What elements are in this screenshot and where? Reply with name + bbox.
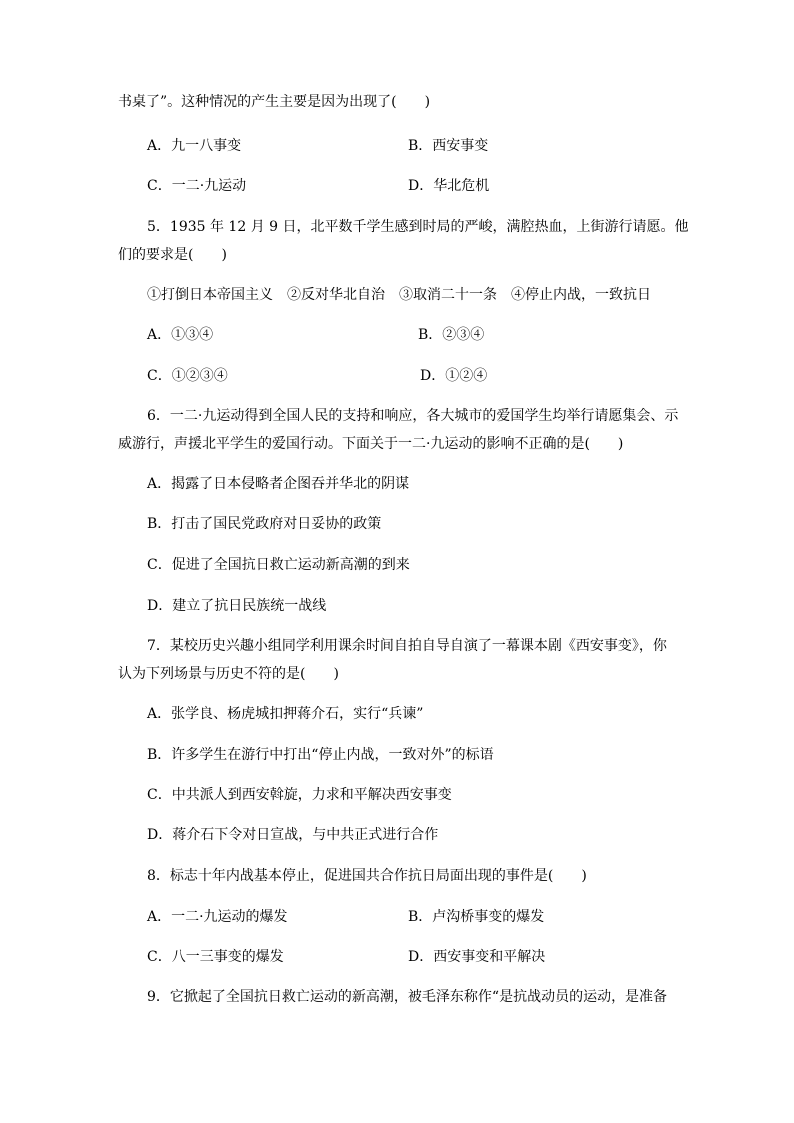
q7-option-c: C．中共派人到西安斡旋，力求和平解决西安事变 [147, 787, 452, 803]
question-6-stem-line1: 6．一二·九运动得到全国人民的支持和响应，各大城市的爱国学生均举行请愿集会、示 [147, 408, 679, 424]
q6-option-b: B．打击了国民党政府对日妥协的政策 [147, 516, 382, 532]
q5-option-c: C．①②③④ [147, 368, 228, 384]
q5-option-d: D．①②④ [420, 368, 488, 384]
q6-option-c: C．促进了全国抗日救亡运动新高潮的到来 [147, 557, 410, 573]
q6-option-a: A．揭露了日本侵略者企图吞并华北的阴谋 [147, 476, 410, 492]
q4-option-b: B．西安事变 [408, 138, 489, 154]
q6-option-d: D．建立了抗日民族统一战线 [147, 598, 327, 614]
q4-option-a: A．九一八事变 [147, 138, 242, 154]
q5-option-a: A．①③④ [147, 327, 214, 343]
q8-option-a: A．一二·九运动的爆发 [147, 909, 288, 925]
question-7-stem-line2: 认为下列场景与历史不符的是( ) [118, 666, 339, 682]
q4-option-c: C．一二·九运动 [147, 178, 247, 194]
question-5-items: ①打倒日本帝国主义 ②反对华北自治 ③取消二十一条 ④停止内战，一致抗日 [147, 287, 651, 303]
q7-option-d: D．蒋介石下令对日宣战，与中共正式进行合作 [147, 827, 439, 843]
question-5-stem-line2: 们的要求是( ) [118, 247, 227, 263]
q5-option-b: B．②③④ [418, 327, 485, 343]
q7-option-b: B．许多学生在游行中打出“停止内战，一致对外”的标语 [147, 747, 494, 763]
question-9-stem-line1: 9．它掀起了全国抗日救亡运动的新高潮，被毛泽东称作“是抗战动员的运动，是准备 [147, 989, 668, 1005]
question-5-stem-line1: 5．1935 年 12 月 9 日，北平数千学生感到时局的严峻，满腔热血，上街游行请愿。他 [147, 219, 689, 235]
question-4-stem-continued: 书桌了”。这种情况的产生主要是因为出现了( ) [118, 94, 431, 110]
q4-option-d: D．华北危机 [408, 178, 490, 194]
q8-option-b: B．卢沟桥事变的爆发 [408, 909, 545, 925]
question-8-stem: 8．标志十年内战基本停止，促进国共合作抗日局面出现的事件是( ) [147, 868, 587, 884]
q8-option-d: D．西安事变和平解决 [408, 949, 546, 965]
question-7-stem-line1: 7．某校历史兴趣小组同学利用课余时间自拍自导自演了一幕课本剧《西安事变》，你 [147, 638, 667, 654]
q7-option-a: A．张学良、杨虎城扣押蒋介石，实行“兵谏” [147, 706, 424, 722]
question-6-stem-line2: 威游行，声援北平学生的爱国行动。下面关于一二·九运动的影响不正确的是( ) [118, 436, 624, 452]
q8-option-c: C．八一三事变的爆发 [147, 949, 284, 965]
